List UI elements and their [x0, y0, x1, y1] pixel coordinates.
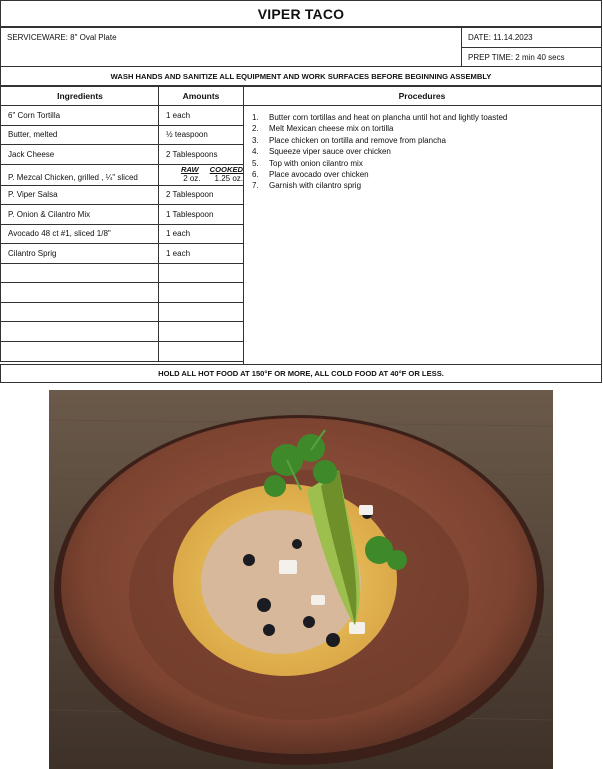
amount-cell: 2 Tablespoons [158, 145, 244, 165]
table-row: P. Viper Salsa [0, 186, 159, 206]
amount-cell: 1 Tablespoon [158, 205, 244, 225]
empty-row [158, 322, 244, 342]
list-item: 5. Top with onion cilantro mix [252, 158, 363, 168]
date-text: DATE: 11.14.2023 [468, 33, 533, 42]
procedures-header: Procedures [243, 86, 602, 106]
empty-row [0, 342, 159, 362]
list-item: 3. Place chicken on tortilla and remove from plancha [252, 135, 446, 145]
raw-cooked-cell [158, 165, 244, 186]
table-row: Cilantro Sprig [0, 244, 159, 264]
taco-photo [49, 390, 553, 769]
serviceware-text: SERVICEWARE: 8" Oval Plate [7, 33, 117, 42]
raw-amount: 2 oz. [183, 174, 201, 183]
list-item: 2. Melt Mexican cheese mix on tortilla [252, 124, 394, 134]
empty-row [158, 264, 244, 284]
serviceware-cell [0, 27, 462, 67]
table-row: Avocado 48 ct #1, sliced 1/8" [0, 225, 159, 245]
amount-cell: 1 each [158, 225, 244, 245]
list-item: 1. Butter corn tortillas and heat on plancha until hot and lightly toasted [252, 113, 508, 122]
table-row: P. Mezcal Chicken, grilled , ¼" sliced [0, 165, 159, 186]
date-prep-cell [461, 27, 602, 67]
empty-row [158, 283, 244, 303]
procedures-column [243, 106, 602, 365]
table-row: P. Onion & Cilantro Mix [0, 205, 159, 225]
empty-row [0, 303, 159, 323]
cooked-label: COOKED [209, 165, 243, 174]
recipe-title: VIPER TACO [0, 0, 602, 27]
empty-row [158, 342, 244, 362]
raw-label: RAW [180, 165, 199, 174]
amount-cell: ½ teaspoon [158, 126, 244, 146]
wash-notice: WASH HANDS AND SANITIZE ALL EQUIPMENT AND WORK SURFACES BEFORE BEGINNING ASSEMBLY [0, 66, 602, 86]
list-item: 6. Place avocado over chicken [252, 170, 369, 180]
amounts-column [158, 106, 244, 362]
procedures-list [244, 112, 601, 192]
list-item: 7. Garnish with cilantro sprig [252, 181, 362, 191]
table-row: Jack Cheese [0, 145, 159, 165]
amount-cell: 1 each [158, 244, 244, 264]
amount-cell: 2 Tablespoon [158, 186, 244, 206]
empty-row [0, 322, 159, 342]
amounts-header: Amounts [158, 86, 244, 106]
table-row: Butter, melted [0, 126, 159, 146]
cooked-amount: 1.25 oz. [214, 174, 243, 183]
ingredients-column [0, 106, 159, 362]
table-row: 6" Corn Tortilla [0, 106, 159, 126]
empty-row [158, 303, 244, 323]
prep-time-text: PREP TIME: 2 min 40 secs [462, 47, 601, 67]
amount-cell: 1 each [158, 106, 244, 126]
ingredients-header: Ingredients [0, 86, 159, 106]
recipe-table [0, 86, 602, 365]
hold-notice: HOLD ALL HOT FOOD AT 150°F OR MORE, ALL COLD FOOD AT 40°F OR LESS. [0, 364, 602, 383]
empty-row [0, 283, 159, 303]
list-item: 4. Squeeze viper sauce over chicken [252, 147, 391, 157]
empty-row [0, 264, 159, 284]
